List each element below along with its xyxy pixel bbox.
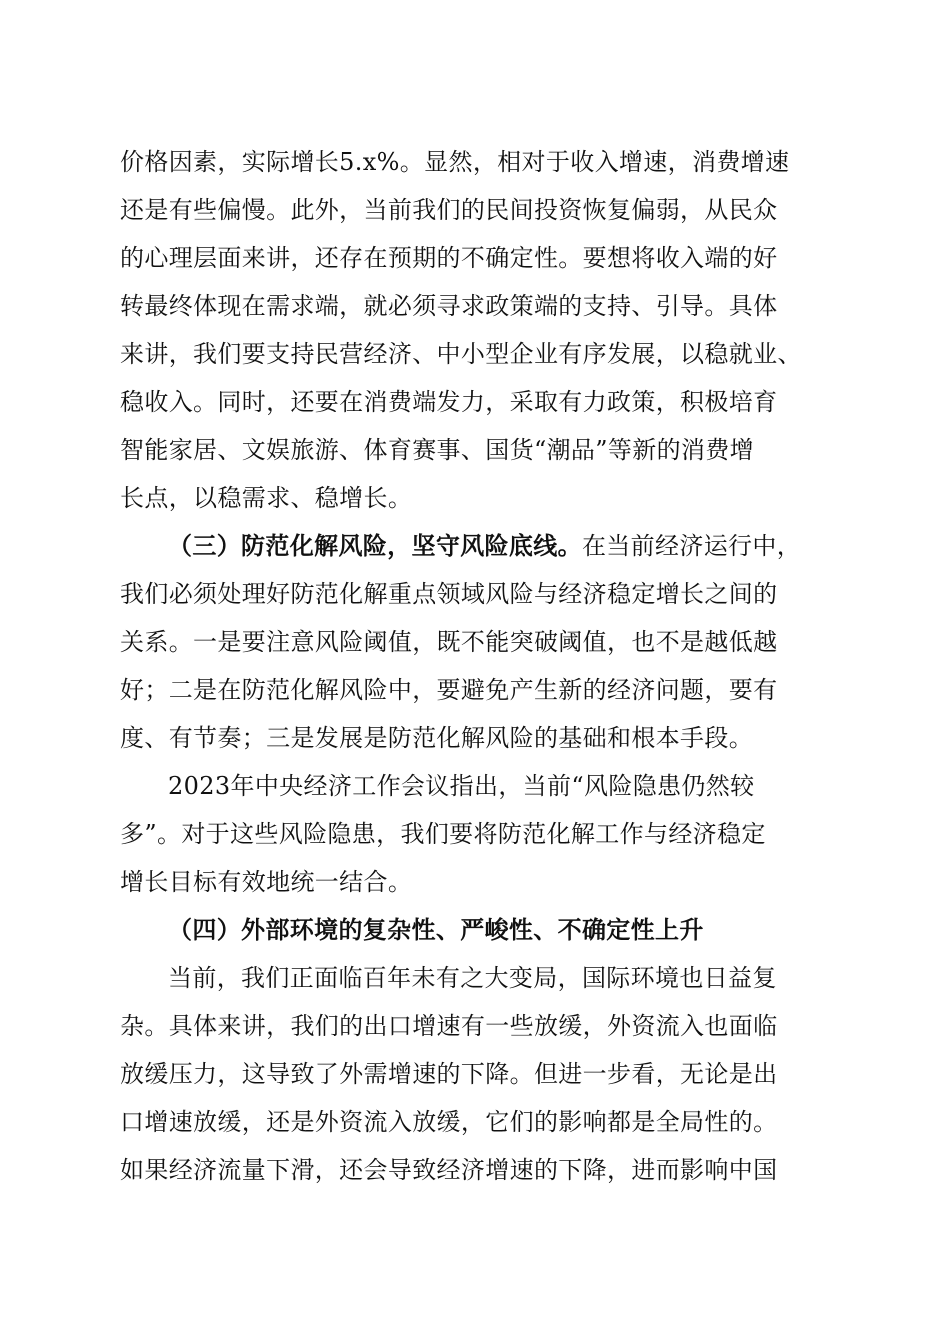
paragraph-line: 2023年中央经济工作会议指出，当前“风险隐患仍然较 xyxy=(168,772,755,800)
section-three-heading: （三）防范化解风险，坚守风险底线。 xyxy=(168,531,582,560)
section-three-text: 在当前经济运行中， xyxy=(581,532,802,560)
paragraph-line: 价格因素，实际增长5.x%。显然，相对于收入增速，消费增速 xyxy=(120,148,790,176)
paragraph-line: 来讲，我们要支持民营经济、中小型企业有序发展，以稳就业、 xyxy=(120,340,802,368)
paragraph-line: 多”。对于这些风险隐患，我们要将防范化解工作与经济稳定 xyxy=(120,820,766,848)
paragraph-line: 稳收入。同时，还要在消费端发力，采取有力政策，积极培育 xyxy=(120,388,778,416)
paragraph-line: 当前，我们正面临百年未有之大变局，国际环境也日益复 xyxy=(168,964,777,992)
paragraph-line: 杂。具体来讲，我们的出口增速有一些放缓，外资流入也面临 xyxy=(120,1012,778,1040)
paragraph-line: 好；二是在防范化解风险中，要避免产生新的经济问题，要有 xyxy=(120,676,778,704)
paragraph-line: 还是有些偏慢。此外，当前我们的民间投资恢复偏弱，从民众 xyxy=(120,196,778,224)
paragraph-line: 关系。一是要注意风险阈值，既不能突破阈值，也不是越低越 xyxy=(120,628,778,656)
section-four-heading: （四）外部环境的复杂性、严峻性、不确定性上升 xyxy=(168,915,704,944)
paragraph-line: 长点，以稳需求、稳增长。 xyxy=(120,484,413,512)
section-three-heading-line xyxy=(168,526,840,566)
paragraph-line: 度、有节奏；三是发展是防范化解风险的基础和根本手段。 xyxy=(120,724,754,752)
paragraph-line: 的心理层面来讲，还存在预期的不确定性。要想将收入端的好 xyxy=(120,244,778,272)
paragraph-line: 口增速放缓，还是外资流入放缓，它们的影响都是全局性的。 xyxy=(120,1108,778,1136)
paragraph-line: 转最终体现在需求端，就必须寻求政策端的支持、引导。具体 xyxy=(120,292,778,320)
paragraph-line: 我们必须处理好防范化解重点领域风险与经济稳定增长之间的 xyxy=(120,580,778,608)
paragraph-line: 增长目标有效地统一结合。 xyxy=(120,868,413,896)
paragraph-line: 放缓压力，这导致了外需增速的下降。但进一步看，无论是出 xyxy=(120,1060,778,1088)
paragraph-line: 智能家居、文娱旅游、体育赛事、国货“潮品”等新的消费增 xyxy=(120,436,754,464)
paragraph-line: 如果经济流量下滑，还会导致经济增速的下降，进而影响中国 xyxy=(120,1156,778,1184)
